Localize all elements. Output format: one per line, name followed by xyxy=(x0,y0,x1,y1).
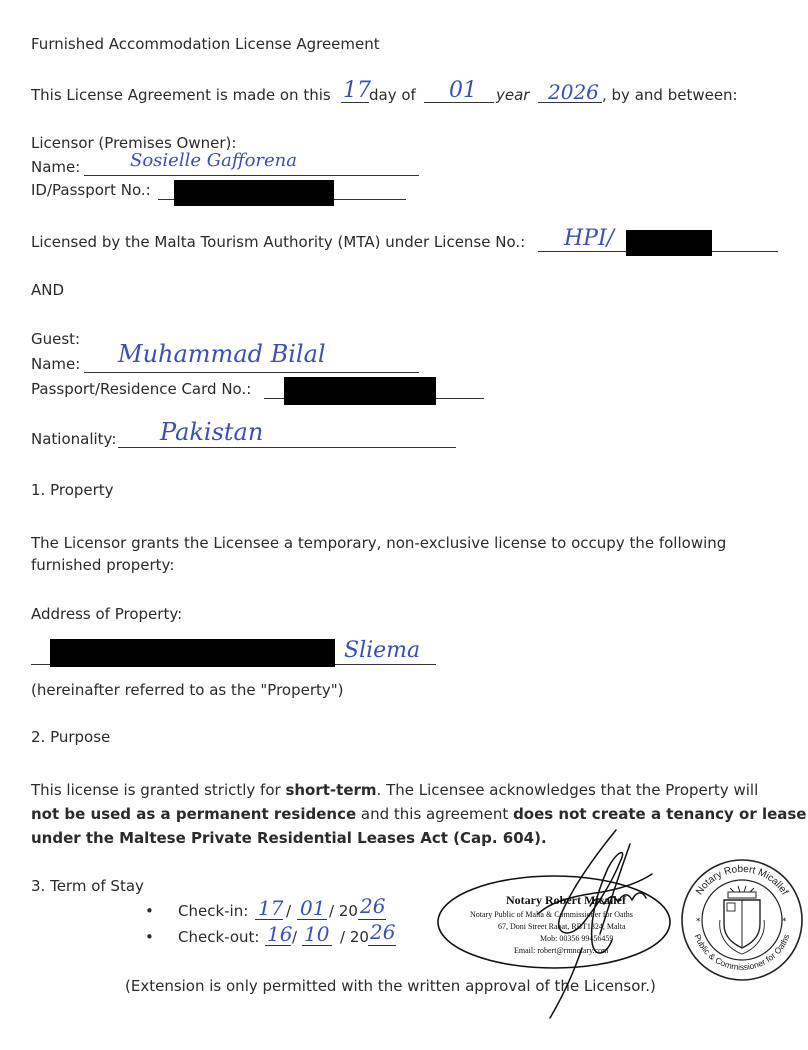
checkout-month: 10 xyxy=(304,922,330,946)
intro-month-value: 01 xyxy=(449,78,477,103)
licensor-id-redaction xyxy=(174,180,334,206)
document-title: Furnished Accommodation License Agreement xyxy=(31,35,380,53)
section2-line1-c: . The Licensee acknowledges that the Property will xyxy=(376,781,759,799)
license-text: Licensed by the Malta Tourism Authority (MTA) under License No.: xyxy=(31,233,526,251)
section2-line1-a: This license is granted strictly for xyxy=(31,781,286,799)
intro-year-label: year xyxy=(496,86,530,104)
checkin-year-suffix: 26 xyxy=(360,894,386,918)
and-label: AND xyxy=(31,281,65,299)
svg-text:*: * xyxy=(696,917,701,927)
checkout-year-line xyxy=(368,945,396,946)
guest-name-line xyxy=(84,372,419,373)
section2-heading: 2. Purpose xyxy=(31,728,111,746)
guest-passport-label: Passport/Residence Card No.: xyxy=(31,380,252,398)
notary-stamp-line2: 67, Doni Street Rabat, RBT1324, Malta xyxy=(498,922,626,931)
license-number-redaction xyxy=(626,230,712,256)
section1-heading: 1. Property xyxy=(31,481,114,499)
checkin-label: Check-in: xyxy=(178,902,249,920)
section3-heading: 3. Term of Stay xyxy=(31,877,144,895)
signature-scribble xyxy=(520,822,660,1022)
checkin-sep: / xyxy=(286,902,292,920)
licensor-name-value: Sosielle Gafforena xyxy=(130,150,297,171)
checkin-day: 17 xyxy=(258,896,284,920)
notary-stamp-line4: Email: robert@rmnotary.com xyxy=(514,946,609,955)
intro-year-value: 2026 xyxy=(548,80,599,104)
guest-name-label: Name: xyxy=(31,355,81,373)
guest-nationality-value: Pakistan xyxy=(160,418,264,446)
extension-note: (Extension is only permitted with the written approval of the Licensor.) xyxy=(125,977,656,995)
address-redaction xyxy=(50,639,335,667)
guest-nationality-label: Nationality: xyxy=(31,430,117,448)
checkout-bullet: • xyxy=(145,928,154,946)
licensor-name-line xyxy=(84,175,419,176)
section2-line2 xyxy=(31,805,806,823)
notary-stamp-name: Notary Robert Micallef xyxy=(506,893,626,907)
guest-nationality-line xyxy=(118,447,456,448)
section1-address-value: Sliema xyxy=(344,638,421,663)
svg-text:*: * xyxy=(782,917,787,927)
notary-seal xyxy=(680,858,804,982)
seal-top-text: Notary Robert Micallef xyxy=(694,863,791,898)
section2-line1 xyxy=(31,781,758,799)
checkin-bullet: • xyxy=(145,902,154,920)
intro-prefix: This License Agreement is made on this xyxy=(31,86,331,104)
section1-hereinafter: (hereinafter referred to as the "Property") xyxy=(31,681,344,699)
section2-line3: under the Maltese Private Residential Leases Act (Cap. 604). xyxy=(31,829,547,847)
license-number-prefix: HPI/ xyxy=(564,226,615,251)
checkout-sep: / xyxy=(292,928,298,946)
section1-address-label: Address of Property: xyxy=(31,605,183,623)
checkin-month: 01 xyxy=(300,896,326,920)
intro-day-label: day of xyxy=(369,86,416,104)
licensor-name-label: Name: xyxy=(31,158,81,176)
section2-line2-bold-c: does not create a tenancy or lease xyxy=(513,805,807,823)
guest-heading: Guest: xyxy=(31,330,81,348)
section2-line2-bold-a: not be used as a permanent residence xyxy=(31,805,357,823)
checkout-year-suffix: 26 xyxy=(370,920,396,944)
intro-suffix: , by and between: xyxy=(602,86,738,104)
licensor-id-label: ID/Passport No.: xyxy=(31,181,151,199)
checkout-day: 16 xyxy=(267,922,293,946)
guest-passport-redaction xyxy=(284,377,436,405)
notary-stamp-line3: Mob: 00356 99456459 xyxy=(540,934,614,943)
guest-name-value: Muhammad Bilal xyxy=(118,340,326,368)
licensor-heading: Licensor (Premises Owner): xyxy=(31,134,237,152)
seal-bottom-text: Public & Commissioner for Oaths xyxy=(692,932,792,973)
checkin-year-prefix: / 20 xyxy=(329,902,358,920)
section2-line2-b: and this agreement xyxy=(356,805,514,823)
checkout-year-prefix: / 20 xyxy=(340,928,369,946)
intro-day-value: 17 xyxy=(343,78,371,103)
section1-body-line2: furnished property: xyxy=(31,556,175,574)
section1-body-line1: The Licensor grants the Licensee a temporary, non-exclusive license to occupy the following xyxy=(31,534,727,552)
notary-stamp-line1: Notary Public of Malta & Commissioner for Oaths xyxy=(470,910,633,919)
checkout-label: Check-out: xyxy=(178,928,260,946)
section2-line1-bold: short-term xyxy=(285,781,377,799)
